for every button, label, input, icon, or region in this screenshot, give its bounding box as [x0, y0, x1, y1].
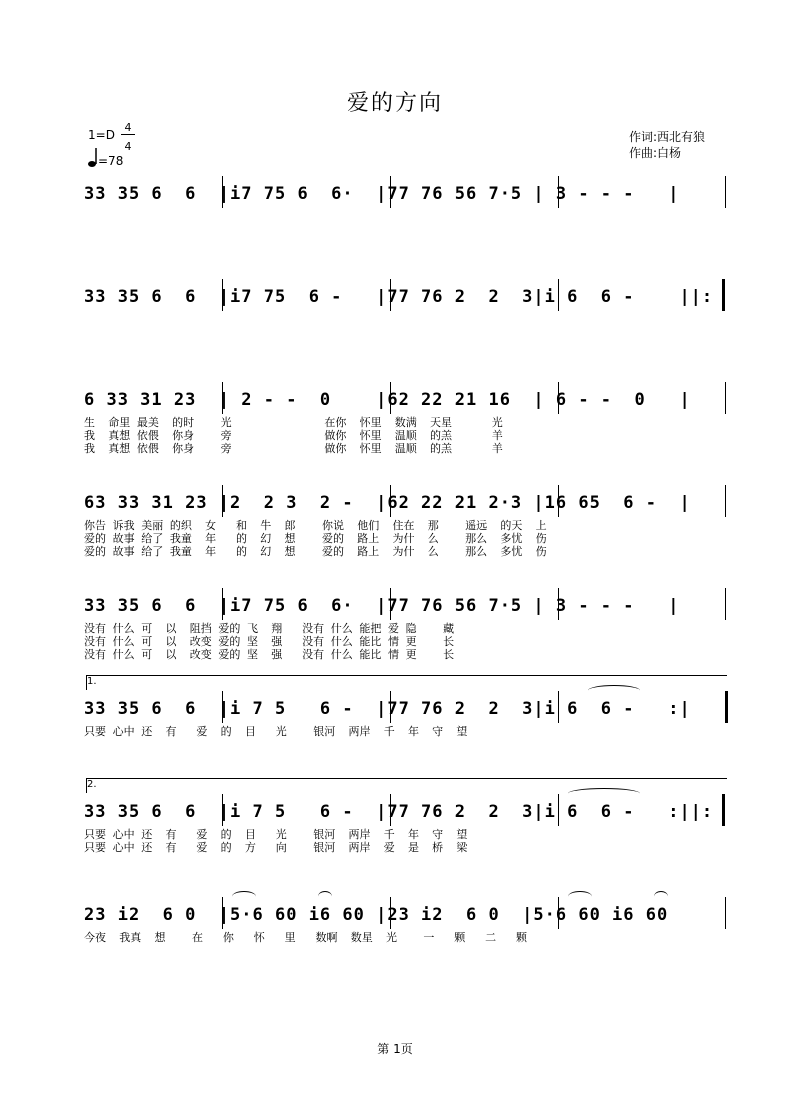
notation-line: 33 35 6 6 |i7 75 6 6· |77 76 56 7·5 | 3 - - - |	[84, 184, 680, 204]
score-system-5	[0, 596, 790, 686]
repeat-start-barline	[722, 279, 725, 311]
barline	[558, 485, 559, 517]
song-title: 爱的方向	[346, 91, 443, 116]
notation-line: 33 35 6 6 |i7 75 6 - |77 76 2 2 3|i 6 6 - ||:	[84, 287, 714, 307]
lyric-line-2: 只要 心中 还 有 爱 的 方 向 银河 两岸 爱 是 桥 梁	[84, 841, 468, 854]
barline	[222, 691, 223, 723]
barline	[222, 382, 223, 414]
barline	[558, 382, 559, 414]
barline	[390, 691, 391, 723]
barline	[390, 897, 391, 929]
notation-line: 63 33 31 23 |2 2 3 2 - |62 22 21 2·3 |16 65 6 - |	[84, 493, 691, 513]
time-signature-denominator: 4	[124, 140, 132, 153]
barline	[390, 279, 391, 311]
barline	[558, 588, 559, 620]
lyric-line-2: 没有 什么 可 以 改变 爱的 坚 强 没有 什么 能比 情 更 长	[84, 635, 455, 648]
barline	[558, 176, 559, 208]
time-signature-line	[121, 134, 135, 135]
notation-line: 33 35 6 6 |i 7 5 6 - |77 76 2 2 3|i 6 6 - :|	[84, 699, 691, 719]
lyric-line-2: 爱的 故事 给了 我童 年 的 幻 想 爱的 路上 为什 么 那么 多忧 伤	[84, 532, 547, 545]
composer-credit: 作曲:白杨	[629, 146, 682, 160]
score-system-4	[0, 493, 790, 583]
score-system-1	[0, 184, 790, 274]
lyric-line-1: 今夜 我真 想 在 你 怀 里 数啊 数星 光 一 颗 二 颗	[84, 931, 528, 944]
barline	[725, 485, 726, 517]
lyric-line-1: 只要 心中 还 有 爱 的 目 光 银河 两岸 千 年 守 望	[84, 725, 468, 738]
score-system-8	[0, 905, 790, 995]
barline	[222, 588, 223, 620]
barline	[390, 588, 391, 620]
barline	[725, 382, 726, 414]
notation-line: 23 i2 6 0 |5·6 60 i6 60 |23 i2 6 0 |5·6 60 i6 60	[84, 905, 669, 925]
lyric-line-1: 只要 心中 还 有 爱 的 目 光 银河 两岸 千 年 守 望	[84, 828, 468, 841]
slur-arc	[318, 891, 332, 902]
barline	[222, 897, 223, 929]
lyric-line-1: 没有 什么 可 以 阻挡 爱的 飞 翔 没有 什么 能把 爱 隐 藏	[84, 622, 455, 635]
lyric-line-1: 生 命里 最美 的时 光 在你 怀里 数满 天星 光	[84, 416, 503, 429]
lyric-line-3: 没有 什么 可 以 改变 爱的 坚 强 没有 什么 能比 情 更 长	[84, 648, 455, 661]
lyric-line-1: 你告 诉我 美丽 的织 女 和 牛 郎 你说 他们 住在 那 遥远 的天 上	[84, 519, 547, 532]
score-system-7	[0, 779, 790, 892]
score-system-3	[0, 390, 790, 480]
lyric-line-3: 爱的 故事 给了 我童 年 的 幻 想 爱的 路上 为什 么 那么 多忧 伤	[84, 545, 547, 558]
barline	[558, 279, 559, 311]
tempo-marking	[88, 148, 123, 168]
tie-arc	[588, 685, 640, 696]
barline	[222, 485, 223, 517]
notation-line: 33 35 6 6 |i 7 5 6 - |77 76 2 2 3|i 6 6 - :||:	[84, 802, 714, 822]
repeat-end-barline	[725, 691, 728, 723]
lyric-line-2: 我 真想 依偎 你身 旁 做你 怀里 温顺 的羔 羊	[84, 429, 503, 442]
time-signature-numerator: 4	[124, 121, 132, 134]
slur-arc	[568, 891, 592, 902]
barline	[558, 897, 559, 929]
lyric-line-3: 我 真想 依偎 你身 旁 做你 怀里 温顺 的羔 羊	[84, 442, 503, 455]
barline	[222, 176, 223, 208]
score-system-2	[0, 287, 790, 377]
tie-arc	[568, 788, 640, 799]
second-ending-bracket: 2.	[86, 778, 727, 793]
repeat-barline	[722, 794, 725, 826]
notation-line: 33 35 6 6 |i7 75 6 6· |77 76 56 7·5 | 3 - - - |	[84, 596, 680, 616]
key-signature: 1=D	[88, 128, 115, 142]
slur-arc	[654, 891, 668, 902]
barline	[390, 176, 391, 208]
barline	[390, 485, 391, 517]
barline	[390, 794, 391, 826]
page-number: 第 1页	[377, 1042, 413, 1056]
barline	[222, 794, 223, 826]
quarter-note-icon	[88, 148, 98, 168]
score-system-6	[0, 676, 790, 789]
barline	[222, 279, 223, 311]
barline	[725, 897, 726, 929]
slur-arc	[232, 891, 256, 902]
barline	[558, 691, 559, 723]
barline	[725, 588, 726, 620]
barline	[390, 382, 391, 414]
barline	[725, 176, 726, 208]
lyricist-credit: 作词:西北有狼	[629, 130, 706, 144]
barline	[558, 794, 559, 826]
tempo-value: =78	[98, 154, 124, 168]
notation-line: 6 33 31 23 | 2 - - 0 |62 22 21 16 | 6 - - 0 |	[84, 390, 691, 410]
first-ending-bracket: 1.	[86, 675, 727, 690]
